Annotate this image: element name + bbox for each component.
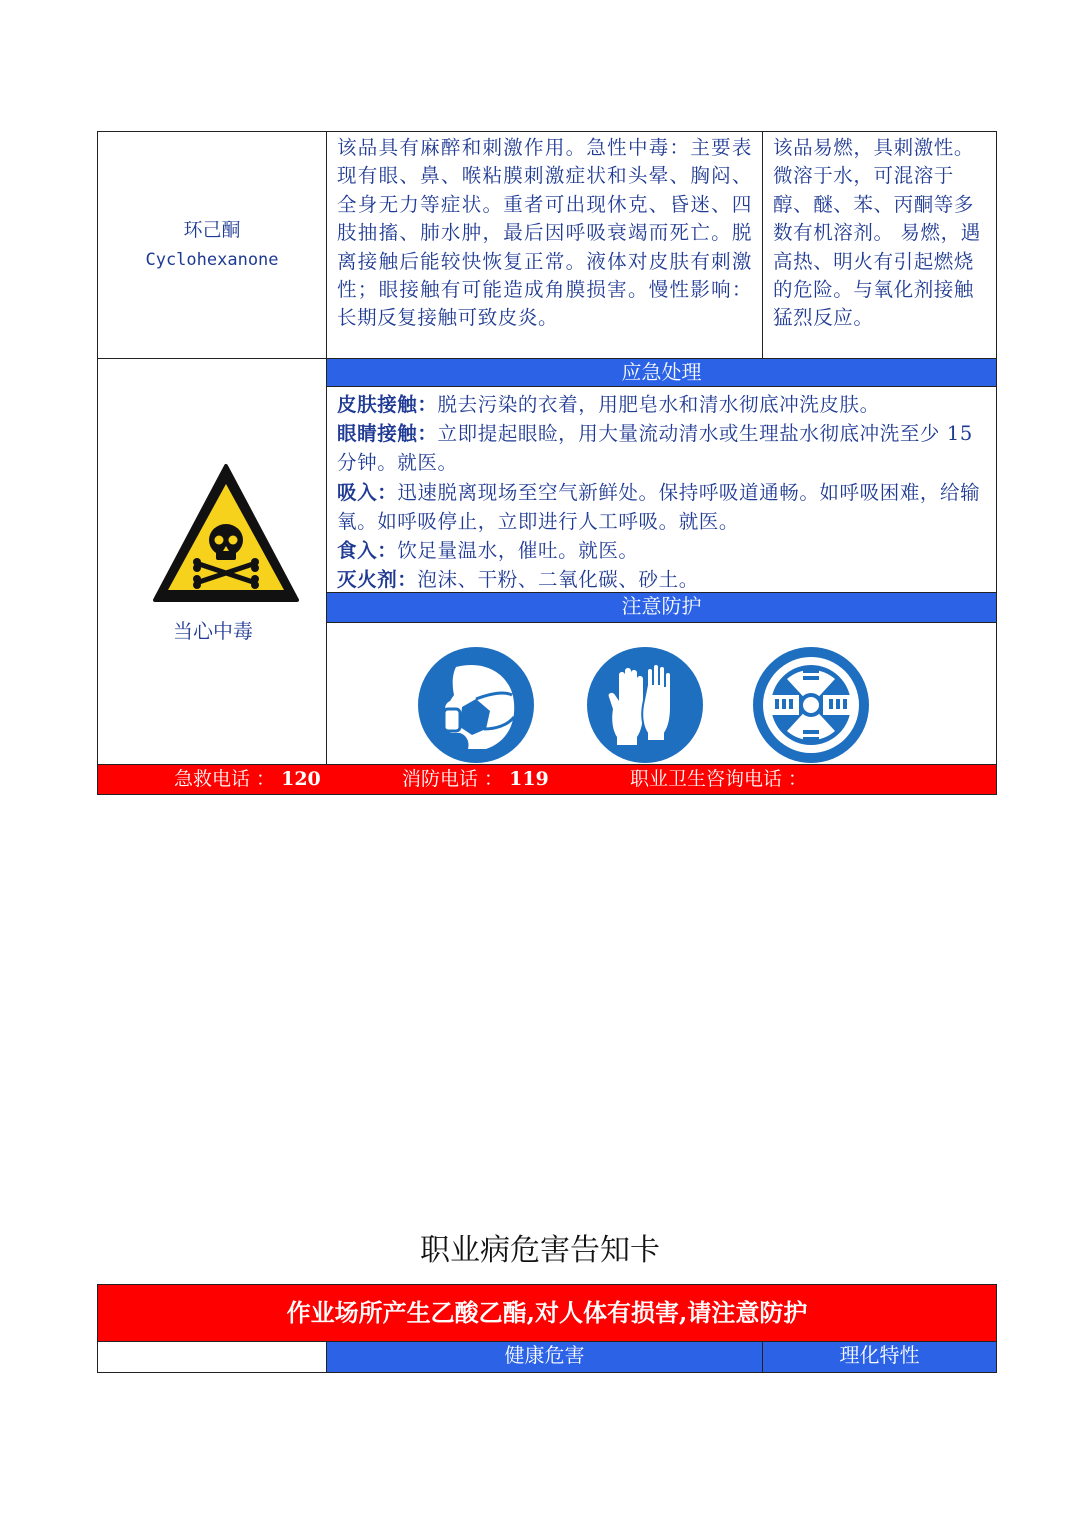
- occupational-phone-label: 职业卫生咨询电话 ：: [630, 768, 808, 790]
- fire-phone-label: 消防电话 ：: [402, 768, 504, 790]
- chemical-name-cell-empty: [97, 1341, 327, 1373]
- emergency-item-label: 食入：: [337, 539, 398, 563]
- notice-card-ethyl-acetate: [97, 1284, 997, 1374]
- emergency-item-text: 立即提起眼睑，用大量流动清水或生理盐水彻底冲洗至少 15 分钟。就医。: [337, 422, 973, 475]
- emergency-item-eye: [337, 419, 986, 477]
- physchem-properties-text: 该品易燃，具刺激性。微溶于水，可混溶于醇、醚、苯、丙酮等多数有机溶剂。 易燃，遇高热、明火有引起燃烧的危险。与氧化剂接触猛烈反应。: [762, 131, 997, 359]
- fire-phone: [402, 765, 549, 794]
- ventilation-fan-icon: [751, 645, 871, 765]
- emergency-item-ingestion: [337, 536, 986, 565]
- protection-icons: [326, 622, 997, 766]
- hazard-banner: 作业场所产生乙酸乙酯,对人体有损害,请注意防护: [97, 1284, 997, 1342]
- first-aid-phone-label: 急救电话 ：: [174, 768, 276, 790]
- emergency-item-text: 泡沫、干粉、二氧化碳、砂土。: [417, 568, 699, 592]
- emergency-instructions: [326, 386, 997, 594]
- physchem-header: 理化特性: [762, 1341, 997, 1373]
- chemical-name-en: Cyclohexanone: [145, 250, 279, 270]
- emergency-item-label: 吸入：: [337, 480, 398, 504]
- warning-sign-cell: [97, 358, 327, 766]
- fire-phone-number: 119: [509, 768, 549, 790]
- warning-sign-label: 当心中毒: [173, 619, 253, 643]
- emergency-item-extinguisher: [337, 565, 986, 594]
- emergency-item-text: 脱去污染的衣着，用肥皂水和清水彻底冲洗皮肤。: [437, 393, 880, 416]
- emergency-item-skin: [337, 390, 986, 419]
- chemical-name-cn: 环己酮: [183, 219, 241, 241]
- emergency-item-text: 饮足量温水，催吐。就医。: [397, 539, 639, 563]
- emergency-item-label: 灭火剂：: [337, 568, 418, 592]
- emergency-header: 应急处理: [326, 358, 997, 387]
- health-hazard-text: 该品具有麻醉和刺激作用。急性中毒：主要表现有眼、鼻、喉粘膜刺激症状和头晕、胸闷、全身无力等症状。重者可出现休克、昏迷、四肢抽搐、肺水肿，最后因呼吸衰竭而死亡。脱离接触后能较快恢复正常。液体对皮肤有刺激性；眼接触有可能造成角膜损害。慢性影响：长期反复接触可致皮炎。: [326, 131, 763, 359]
- notice-card-cyclohexanone: [97, 131, 997, 795]
- card-title: 职业病危害告知卡: [420, 1233, 660, 1268]
- first-aid-phone-number: 120: [281, 768, 321, 790]
- first-aid-phone: [174, 765, 321, 794]
- health-hazard-header: 健康危害: [326, 1341, 763, 1373]
- emergency-item-label: 眼睛接触：: [337, 422, 438, 446]
- respirator-mask-icon: [416, 645, 536, 765]
- emergency-item-label: 皮肤接触：: [337, 393, 438, 416]
- chemical-name-cell: [97, 131, 327, 359]
- emergency-item-inhalation: [337, 478, 986, 536]
- emergency-phone-bar: [97, 764, 997, 795]
- protective-gloves-icon: [585, 645, 705, 765]
- emergency-item-text: 迅速脱离现场至空气新鲜处。保持呼吸道通畅。如呼吸困难，给输氧。如呼吸停止，立即进行人工呼吸。就医。: [337, 480, 981, 533]
- poison-warning-icon: [151, 462, 301, 604]
- protection-header: 注意防护: [326, 592, 997, 623]
